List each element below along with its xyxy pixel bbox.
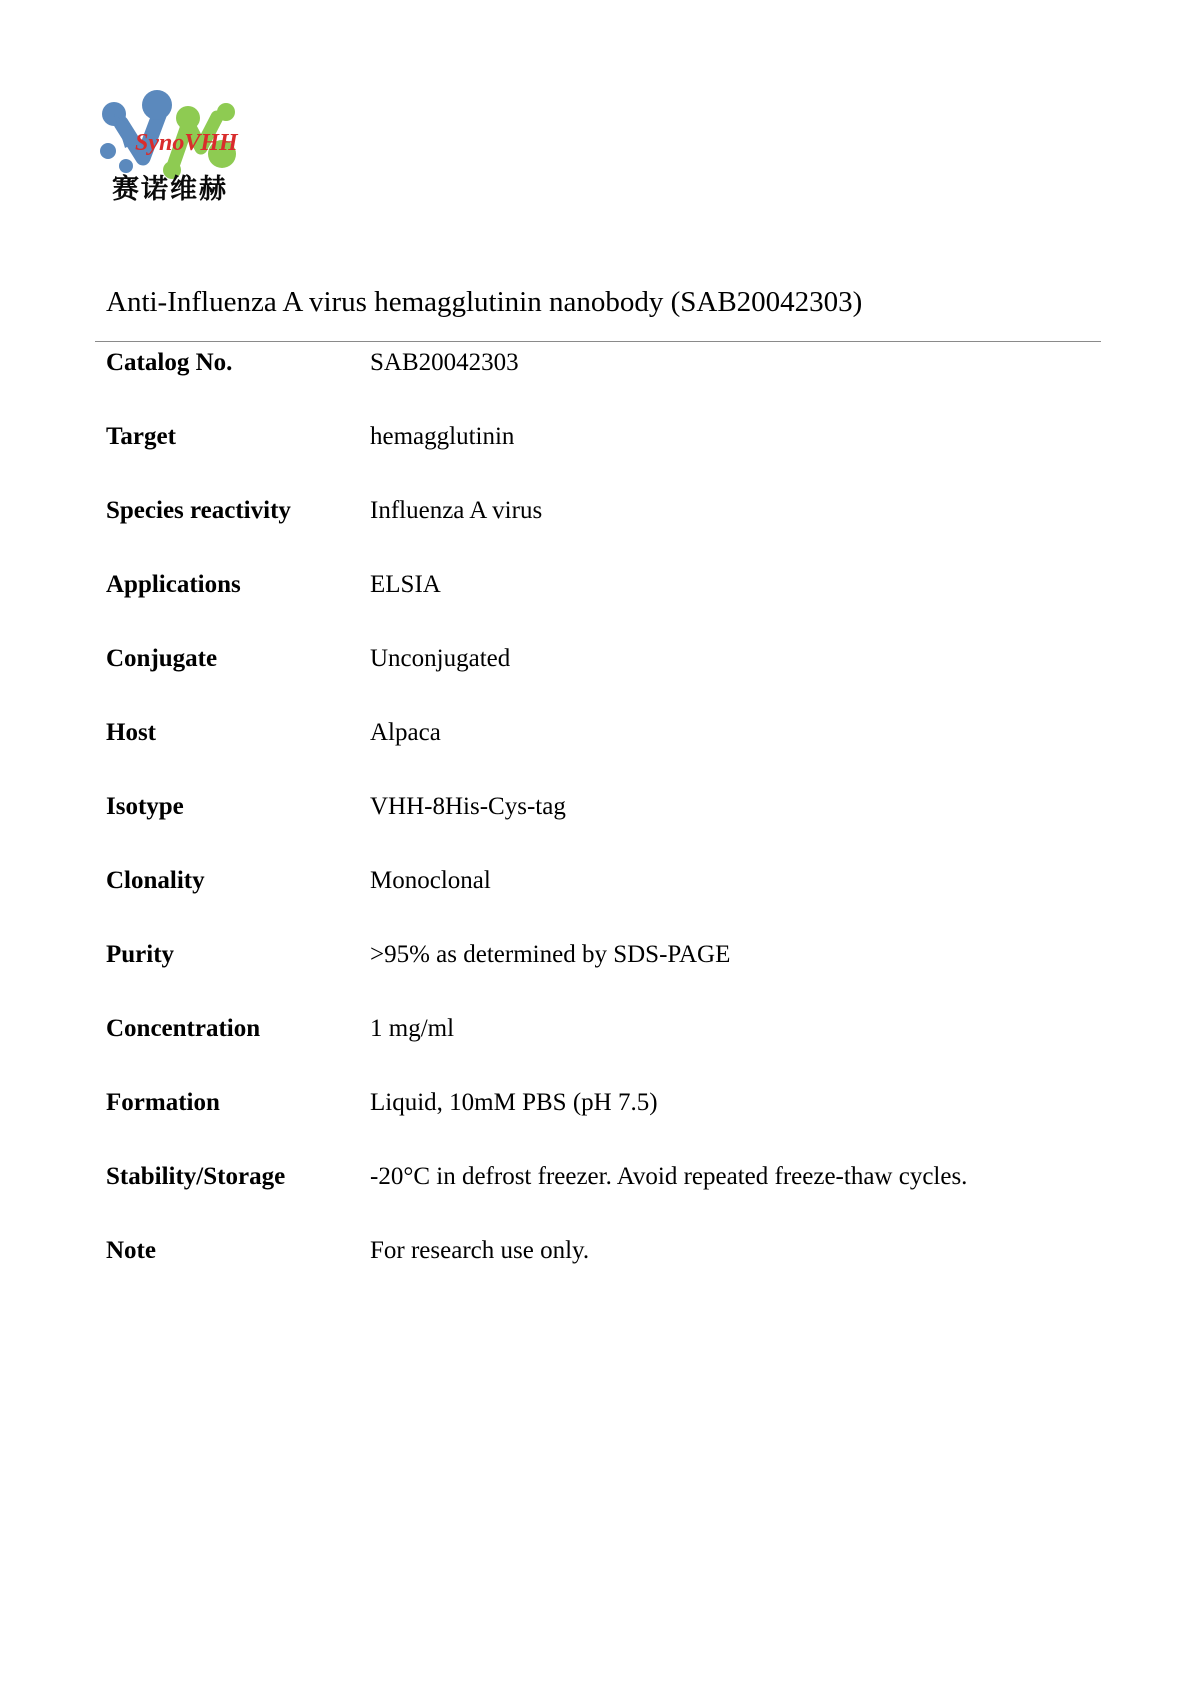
field-label: Note [106,1237,156,1264]
logo-blobs-graphic [95,90,247,180]
spec-row [106,933,1106,1007]
spec-table [106,341,1106,1303]
field-label: Target [106,423,176,450]
field-value: Influenza A virus [370,497,543,524]
spec-row [106,859,1106,933]
spec-row [106,341,1106,415]
field-value: Liquid, 10mM PBS (pH 7.5) [370,1089,658,1116]
field-value: Alpaca [370,719,441,746]
field-label: Applications [106,571,241,598]
field-value: Monoclonal [370,867,491,894]
field-value: VHH-8His-Cys-tag [370,793,566,820]
spec-row [106,1229,1106,1303]
spec-row [106,711,1106,785]
spec-row [106,415,1106,489]
field-label: Isotype [106,793,184,820]
spec-row [106,1081,1106,1155]
field-value: ELSIA [370,571,441,598]
company-logo [95,90,247,180]
field-value: -20°C in defrost freezer. Avoid repeated freeze-thaw cycles. [370,1163,968,1190]
field-label: Clonality [106,867,205,894]
field-label: Catalog No. [106,349,233,376]
field-value: hemagglutinin [370,423,515,450]
spec-row [106,563,1106,637]
spec-row [106,637,1106,711]
field-label: Host [106,719,156,746]
field-value: >95% as determined by SDS-PAGE [370,941,731,968]
field-label: Purity [106,941,175,968]
spec-row [106,1007,1106,1081]
field-value: Unconjugated [370,645,511,672]
company-name-chinese: 赛诺维赫 [112,174,228,205]
product-title: Anti-Influenza A virus hemagglutinin nanobody (SAB20042303) [106,286,863,319]
field-label: Stability/Storage [106,1163,286,1190]
logo-brand-text: SynoVHH [135,130,238,156]
field-value: SAB20042303 [370,349,519,376]
field-label: Formation [106,1089,220,1116]
field-label: Concentration [106,1015,261,1042]
field-value: For research use only. [370,1237,590,1264]
field-label: Species reactivity [106,497,291,524]
field-label: Conjugate [106,645,218,672]
spec-row [106,489,1106,563]
spec-row [106,1155,1106,1229]
field-value: 1 mg/ml [370,1015,455,1042]
spec-row [106,785,1106,859]
